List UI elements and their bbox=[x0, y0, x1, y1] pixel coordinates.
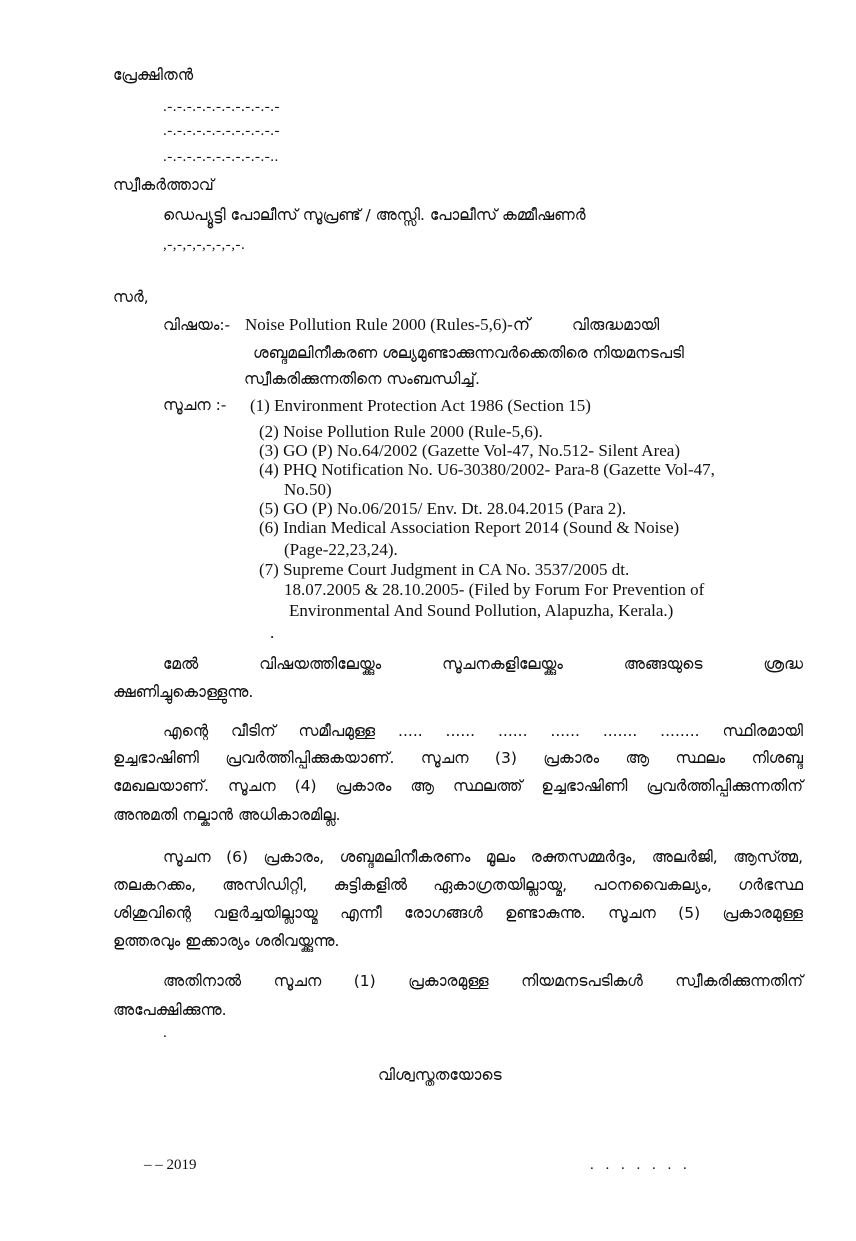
reference-item: Environmental And Sound Pollution, Alapuzha, Kerala.) bbox=[289, 601, 674, 620]
reference-item: (2) Noise Pollution Rule 2000 (Rule-5,6). bbox=[259, 422, 543, 441]
reference-item: 18.07.2005 & 28.10.2005- (Filed by Forum For Prevention of bbox=[284, 580, 705, 599]
body-paragraph-3-line: ശിശുവിന്റെ വളർച്ചയില്ലായ്മ എന്നീ രോഗങ്ങൾ ഉണ്ടാകുന്നു. സൂചന (5) പ്രകാരമുള്ള bbox=[113, 904, 803, 922]
sender-line-3: .-.-.-.-.-.-.-.-.-.-.-.. bbox=[163, 149, 279, 165]
reference-item: (3) GO (P) No.64/2002 (Gazette Vol-47, No.512- Silent Area) bbox=[259, 441, 680, 460]
salutation: സർ, bbox=[113, 288, 149, 306]
references-trailing-mark: . bbox=[270, 623, 275, 642]
subject-line-1-en: Noise Pollution Rule 2000 (Rules-5,6)-ന് bbox=[245, 315, 531, 334]
reference-item: (4) PHQ Notification No. U6-30380/2002- Para-8 (Gazette Vol-47, bbox=[259, 460, 715, 479]
subject-line-2: ശബ്ദമലിനീകരണ ശല്യമുണ്ടാക്കുന്നവർക്കെതിരെ നിയമനടപടി bbox=[253, 344, 684, 362]
reference-item: (6) Indian Medical Association Report 2014 (Sound & Noise) bbox=[259, 518, 680, 537]
recipient-designation: ഡെപ്യൂട്ടി പോലീസ് സൂപ്രണ്ട് / അസ്സി. പോലീസ് കമ്മീഷണർ bbox=[163, 206, 586, 224]
reference-item: (1) Environment Protection Act 1986 (Section 15) bbox=[250, 396, 591, 415]
body-paragraph-3-line: ഉത്തരവും ഇക്കാര്യം ശരിവയ്ക്കുന്നു. bbox=[113, 932, 340, 950]
reference-item: (Page-22,23,24). bbox=[284, 540, 398, 559]
subject-line-3: സ്വീകരിക്കുന്നതിനെ സംബന്ധിച്ച്. bbox=[244, 370, 480, 388]
body-paragraph-4-line: അതിനാൽ സൂചന (1) പ്രകാരമുള്ള നിയമനടപടികൾ സ്വീകരിക്കുന്നതിന് bbox=[163, 972, 803, 990]
subject-line-1-ml: വിരുദ്ധമായി bbox=[572, 316, 660, 334]
reference-item: (5) GO (P) No.06/2015/ Env. Dt. 28.04.2015 (Para 2). bbox=[259, 499, 627, 518]
closing: വിശ്വസ്തതയോടെ bbox=[378, 1066, 502, 1084]
reference-item: No.50) bbox=[284, 480, 332, 499]
sender-label: പ്രേക്ഷിതൻ bbox=[113, 66, 194, 84]
body-paragraph-3-line: തലകറക്കം, അസിഡിറ്റി, കുട്ടികളിൽ ഏകാഗ്രതയില്ലായ്മ, പഠനവൈകല്യം, ഗർഭസ്ഥ bbox=[113, 876, 803, 894]
body-paragraph-1-line: ക്ഷണിച്ചുകൊള്ളുന്നു. bbox=[113, 683, 254, 701]
footer-date: – – 2019 bbox=[144, 1157, 197, 1173]
body-paragraph-4-line: അപേക്ഷിക്കുന്നു. bbox=[113, 1001, 227, 1019]
subject-label: വിഷയം:- bbox=[163, 316, 231, 334]
signature-dots: . . . . . . . bbox=[590, 1157, 691, 1173]
body-paragraph-2-line: അനുമതി നല്കാൻ അധികാരമില്ല. bbox=[113, 806, 341, 824]
stray-mark: . bbox=[163, 1025, 168, 1041]
sender-line-1: .-.-.-.-.-.-.-.-.-.-.-.- bbox=[163, 99, 280, 115]
body-paragraph-2-line: എന്റെ വീടിന് സമീപമുള്ള ..... ...... ...... ...... ....... ........ സ്ഥിരമായി bbox=[163, 722, 803, 740]
body-paragraph-2-line: ഉച്ചഭാഷിണി പ്രവർത്തിപ്പിക്കുകയാണ്. സൂചന (3) പ്രകാരം ആ സ്ഥലം നിശബ്ദ bbox=[113, 749, 803, 767]
sender-line-2: .-.-.-.-.-.-.-.-.-.-.-.- bbox=[163, 123, 280, 139]
recipient-label: സ്വീകർത്താവ് bbox=[113, 176, 214, 194]
body-paragraph-2-line: മേഖലയാണ്. സൂചന (4) പ്രകാരം ആ സ്ഥലത്ത് ഉച്ചഭാഷിണി പ്രവർത്തിപ്പിക്കുന്നതിന് bbox=[113, 777, 803, 795]
recipient-address: ,-,-,-,-,-,-,-,-. bbox=[163, 237, 246, 253]
references-label: സൂചന :- bbox=[163, 396, 227, 414]
reference-item: (7) Supreme Court Judgment in CA No. 3537/2005 dt. bbox=[259, 560, 630, 579]
body-paragraph-1-line: മേൽ വിഷയത്തിലേയ്ക്കും സൂചനകളിലേയ്ക്കും അങ്ങയുടെ ശ്രദ്ധ bbox=[163, 655, 803, 673]
body-paragraph-3-line: സൂചന (6) പ്രകാരം, ശബ്ദമലിനീകരണം മൂലം രക്തസമ്മർദ്ദം, അലർജി, ആസ്ത്മ, bbox=[163, 848, 803, 866]
